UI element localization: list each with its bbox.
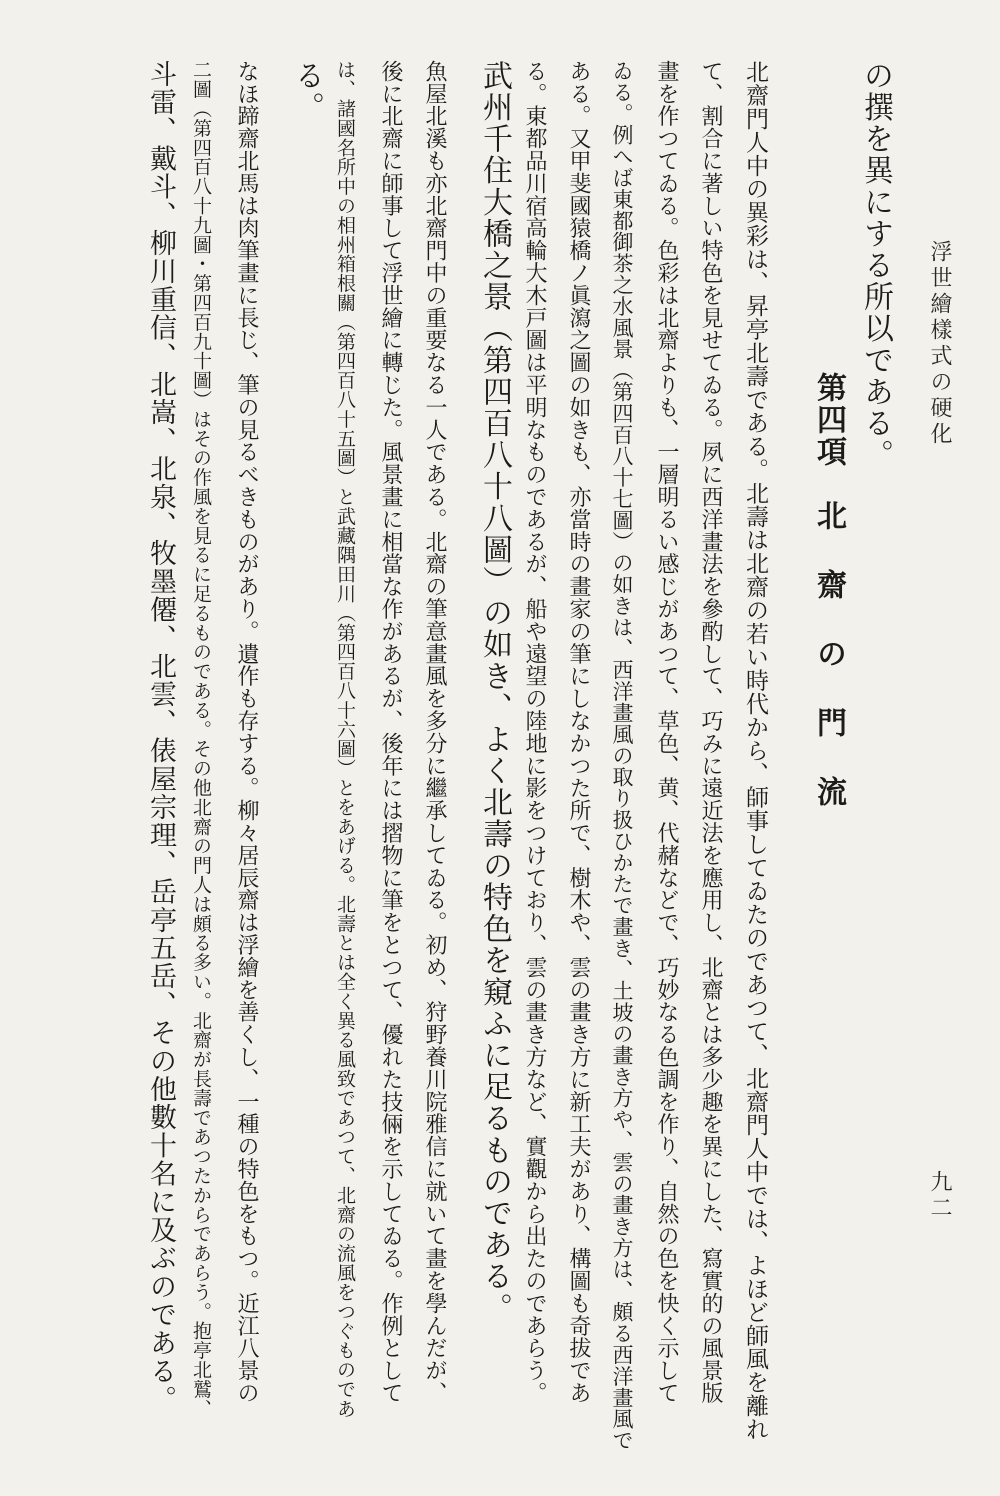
text-column: る。 bbox=[289, 60, 324, 124]
text-column: ゐる。例へば東都御茶之水風景（第四百八十七圖）の如きは、西洋畫風の取り扱ひかたで畫き、土坡の畫き方や、雲の畫き方は、頗る西洋畫風で bbox=[610, 60, 634, 1451]
text-column: 斗雷、戴斗、柳川重信、北嵩、北泉、牧墨僊、北雲、俵屋宗理、岳亭五岳、その他數十名に及ぶのである。 bbox=[145, 60, 176, 1414]
text-column: て、割合に著しい特色を見せてゐる。夙に西洋畫法を參酌して、巧みに遠近法を應用し、北齋とは多少趣を異にした、寫實的の風景版 bbox=[698, 60, 723, 1404]
text-column: 二圖（第四百八十九圖・第四百九十圖）はその作風を見るに足るものである。その他北齋の門人は頗る多い。北齋が長壽であつたからであらう。抱亭北鷲、 bbox=[190, 60, 212, 1418]
text-column: の撰を異にする所以である。 bbox=[858, 60, 893, 471]
page-number: 九二 bbox=[927, 1170, 952, 1222]
text-column: 魚屋北溪も亦北齋門中の重要なる一人である。北齋の筆意畫風を多分に繼承してゐる。初め、狩野養川院雅信に就いて畫を學んだが、 bbox=[422, 60, 447, 1404]
text-column: 武州千住大橋之景（第四百八十八圖）の如き、よく北壽の特色を窺ふに足るものである。 bbox=[477, 60, 512, 1324]
text-column: る。東都品川宿高輪大木戸圖は平明なものであるが、船や遠望の陸地に影をつけており、雲の畫き方など、實觀から出たのであらう。 bbox=[522, 60, 547, 1404]
text-column: 後に北齋に師事して浮世繪に轉じた。風景畫に相當な作があるが、後年には摺物に筆をとつて、優れた技倆を示してゐる。作例として bbox=[378, 60, 403, 1404]
text-column: 畫を作つてゐる。色彩は北齋よりも、一層明るい感じがあつて、草色、黄、代赭などで、巧妙なる色調を作り、自然の色を快く示して bbox=[654, 60, 679, 1404]
text-column: ある。又甲斐國猿橋ノ眞瀉之圖の如きも、亦當時の畫家の筆にしなかつた所で、樹木や、雲の畫き方に新工夫があり、構圖も奇拔であ bbox=[566, 60, 591, 1404]
text-column: 北齋門人中の異彩は、昇亭北壽である。北壽は北齋の若い時代から、師事してゐたのであつて、北齋門人中では、よほど師風を離れ bbox=[742, 60, 768, 1441]
text-column: なほ蹄齋北馬は肉筆畫に長じ、筆の見るべきものがあり。遺作も存する。柳々居辰齋は浮繪を善くし、一種の特色をもつ。近江八景の bbox=[234, 60, 259, 1404]
section-title: 第四項 北 齋 の 門 流 bbox=[811, 372, 846, 808]
text-column: は、諸國名所中の相州箱根關（第四百八十五圖）と武藏隅田川（第四百八十六圖）とをあげる。北壽とは全く異る風致であつて、北齋の流風をつぐものであ bbox=[334, 60, 356, 1418]
running-title: 浮世繪樣式の硬化 bbox=[927, 240, 952, 448]
